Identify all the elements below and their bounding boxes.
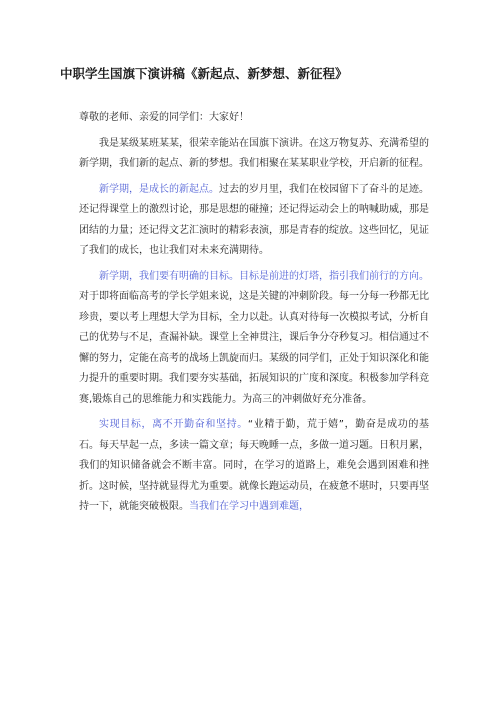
document-body [79,108,429,523]
paragraph-diligence [79,415,429,518]
paragraph-goals-text: 对于即将面临高考的学长学姐来说，这是关键的冲刺阶段。每一分每一秒都无比珍贵，要以考上理想大学为目标，全力以赴。认真对待每一次模拟考试，分析自己的优势与不足，查漏补缺。课堂上全神贯注，课后争分夺秒复习。相信通过不懈的努力，定能在高考的战场上凯旋而归。某级的同学们，正处于知识深化和能力提升的重要时期。我们要夯实基础，拓展知识的广度和深度。积极参加学科竞赛,锻炼自己的思维能力和实践能力。为高三的冲刺做好充分准备。 [79,291,429,405]
paragraph-new-start [79,180,429,262]
paragraph-intro: 我是某级某班某某，很荣幸能站在国旗下演讲。在这万物复苏、充满希望的新学期，我们新的起点、新的梦想。我们相聚在某某职业学校，开启新的征程。 [79,137,429,169]
paragraph-goals-highlight: 新学期，我们要有明确的目标。目标是前进的灯塔，指引我们前行的方向。 [99,270,429,282]
paragraph-new-start-text: 过去的岁月里，我们在校园留下了奋斗的足迹。还记得课堂上的激烈讨论，那是思想的碰撞；还记得运动会上的呐喊助威，那是团结的力量；还记得文艺汇演时的精彩表演，那是青春的绽放。这些回忆，见证了我们的成长，也让我们对未来充满期待。 [79,183,429,256]
document-title: 中职学生国旗下演讲稿《新起点、新梦想、新征程》 [60,66,348,81]
greeting: 尊敬的老师、亲爱的同学们：大家好！ [79,112,249,123]
paragraph-diligence-tail-highlight: 当我们在学习中遇到难题， [189,501,309,512]
paragraph-diligence-text: “业精于勤，荒于嬉”，勤奋是成功的基石。每天早起一点，多读一篇文章；每天晚睡一点，多做一道习题。日积月累，我们的知识储备就会不断丰富。同时，在学习的道路上，难免会遇到困难和挫折。这时候，坚持就显得尤为重要。就像长跑运动员，在疲惫不堪时，只要再坚持一下，就能突破极限。 [79,419,429,512]
paragraph-diligence-highlight: 实现目标，离不开勤奋和坚持。 [99,419,248,430]
paragraph-new-start-highlight: 新学期，是成长的新起点。 [99,183,219,195]
paragraph-goals [79,267,429,411]
